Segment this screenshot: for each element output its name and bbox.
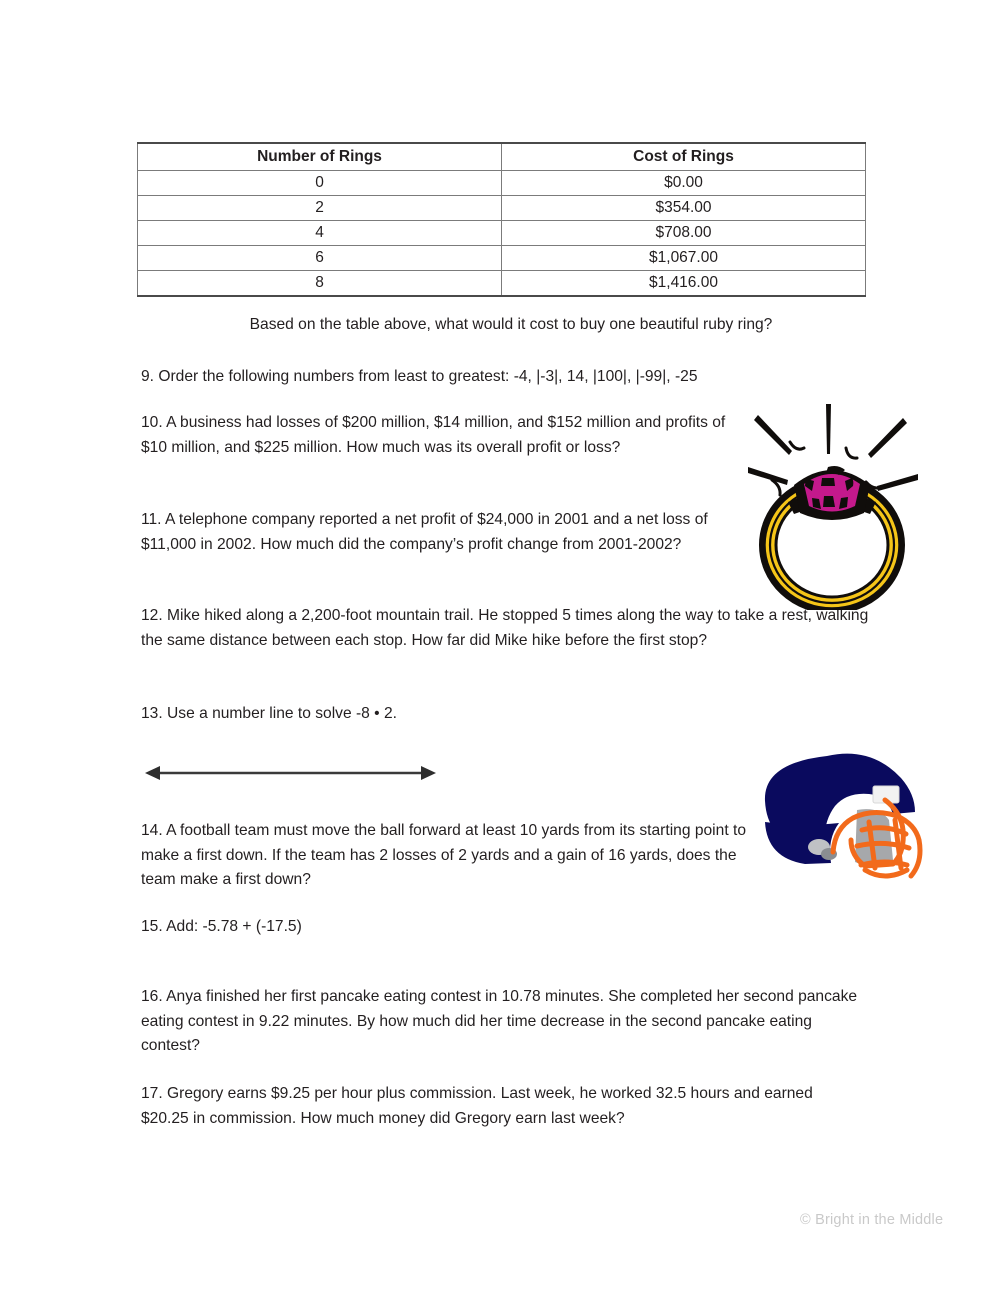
cell-rings-count: 2 (138, 196, 502, 221)
question-11: 11. A telephone company reported a net profit of $24,000 in 2001 and a net loss of $11,000 in 2002. How much did the company’s profit change from 2001-2002? (141, 511, 708, 553)
question-14: 14. A football team must move the ball forward at least 10 yards from its starting point to make a first down. If the team has 2 losses of 2 yards and a gain of 16 yards, does the team make a first down? (141, 822, 746, 889)
column-header-number-of-rings: Number of Rings (138, 143, 502, 171)
question-12: 12. Mike hiked along a 2,200-foot mountain trail. He stopped 5 times along the way to take a rest, walking the same distance between each stop. How far did Mike hike before the first stop? (141, 607, 869, 649)
cell-rings-count: 8 (138, 271, 502, 297)
table-header-row (138, 143, 866, 171)
table-body (138, 171, 866, 297)
ruby-gem (794, 466, 870, 520)
number-line-figure (143, 757, 438, 789)
table-row (138, 171, 866, 196)
ruby-ring-illustration (742, 402, 922, 610)
cell-rings-count: 0 (138, 171, 502, 196)
table-row (138, 196, 866, 221)
question-16: 16. Anya finished her first pancake eating contest in 10.78 minutes. She completed her second pancake eating contest in 9.22 minutes. By how much did her time decrease in the second pancake eating contest? (141, 988, 858, 1055)
cell-rings-cost: $0.00 (502, 171, 866, 196)
question-9: 9. Order the following numbers from least to greatest: -4, |-3|, 14, |100|, |-99|, -25 (141, 368, 698, 385)
question-10: 10. A business had losses of $200 million, $14 million, and $152 million and profits of $10 million, and $225 million. How much was its overall profit or loss? (141, 414, 726, 456)
rings-cost-table (137, 142, 866, 297)
question-15: 15. Add: -5.78 + (-17.5) (141, 918, 302, 935)
cell-rings-cost: $708.00 (502, 221, 866, 246)
copyright-credit: © Bright in the Middle (800, 1212, 944, 1228)
question-17: 17. Gregory earns $9.25 per hour plus commission. Last week, he worked 32.5 hours and earned $20.25 in commission. How much money did Gregory earn last week? (141, 1085, 813, 1127)
table-row (138, 221, 866, 246)
cell-rings-count: 6 (138, 246, 502, 271)
football-helmet-illustration (757, 748, 957, 908)
cell-rings-cost: $1,067.00 (502, 246, 866, 271)
table-prompt-question: Based on the table above, what would it cost to buy one beautiful ruby ring? (249, 316, 773, 333)
table-header (138, 143, 866, 171)
cell-rings-count: 4 (138, 221, 502, 246)
cell-rings-cost: $354.00 (502, 196, 866, 221)
ruby-ring-icon (742, 402, 922, 610)
table-row (138, 246, 866, 271)
column-header-cost-of-rings: Cost of Rings (502, 143, 866, 171)
double-headed-arrow-icon (143, 757, 438, 789)
question-13: 13. Use a number line to solve -8 • 2. (141, 705, 397, 722)
cell-rings-cost: $1,416.00 (502, 271, 866, 297)
table-row (138, 271, 866, 297)
football-helmet-icon (757, 748, 957, 908)
